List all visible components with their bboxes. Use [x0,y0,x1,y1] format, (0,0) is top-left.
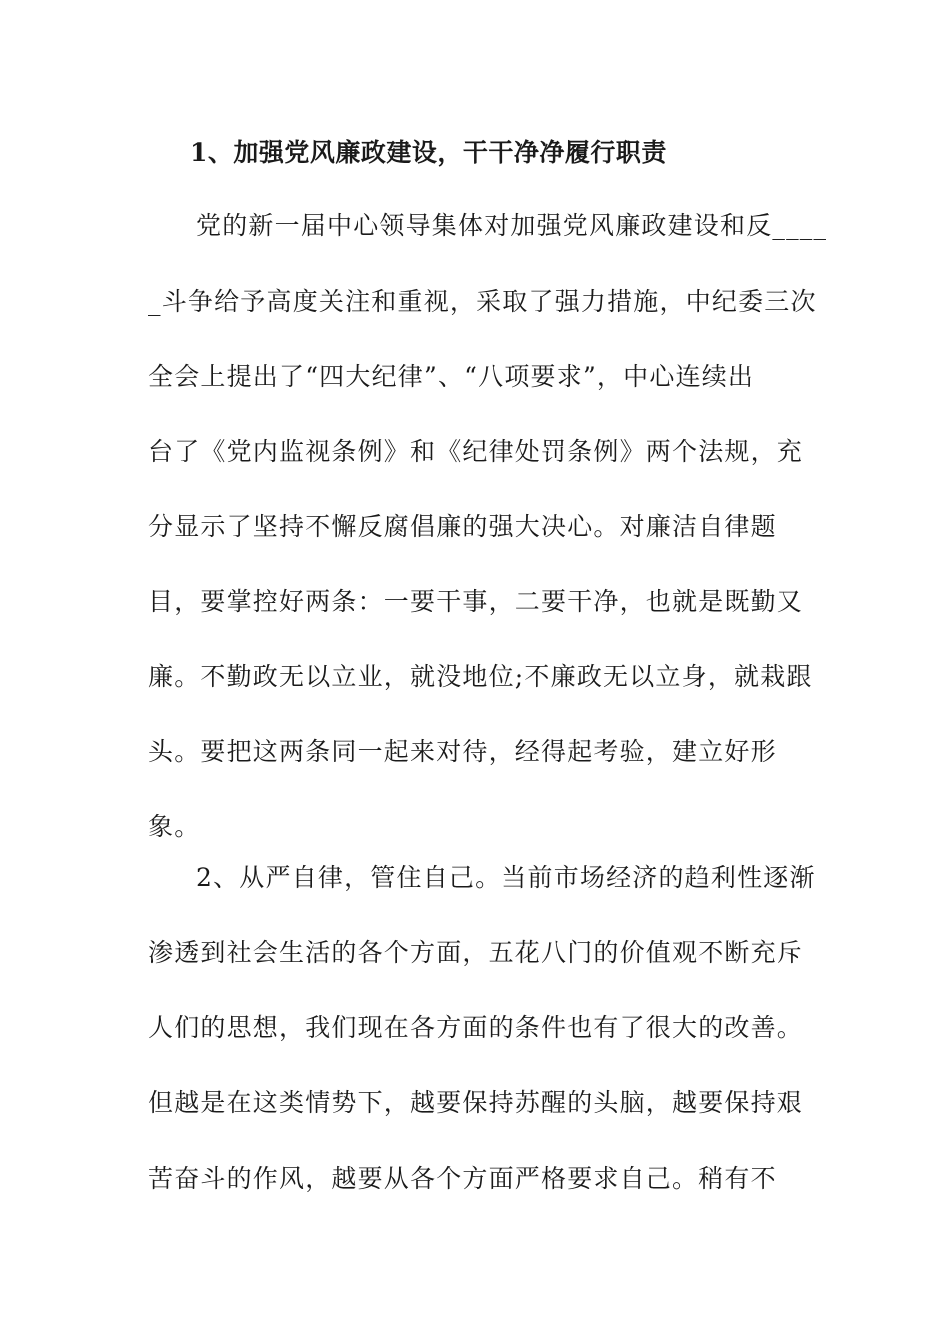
paragraph-line: 目，要掌控好两条：一要干事，二要干净，也就是既勤又 [148,587,804,616]
paragraph-line: 台了《党内监视条例》和《纪律处罚条例》两个法规，充 [148,437,804,466]
paragraph-line: 分显示了坚持不懈反腐倡廉的强大决心。对廉洁自律题 [148,512,777,541]
paragraph-line: 廉。不勤政无以立业，就没地位;不廉政无以立身，就栽跟 [148,662,813,691]
paragraph-line: 但越是在这类情势下，越要保持苏醒的头脑，越要保持艰 [148,1088,804,1117]
paragraph-line: 苦奋斗的作风，越要从各个方面严格要求自己。稍有不 [148,1164,777,1193]
paragraph-line: 全会上提出了“四大纪律”、“八项要求”，中心连续出 [148,362,755,391]
paragraph-line: 渗透到社会生活的各个方面，五花八门的价值观不断充斥 [148,938,804,967]
paragraph-line: 党的新一届中心领导集体对加强党风廉政建设和反____ [196,211,828,240]
paragraph-line: 人们的思想，我们现在各方面的条件也有了很大的改善。 [148,1013,804,1042]
section-heading: 1、加强党风廉政建设，干干净净履行职责 [190,138,667,167]
paragraph-line: 头。要把这两条同一起来对待，经得起考验，建立好形 [148,737,777,766]
paragraph-line: 象。 [148,812,201,841]
paragraph-line: _斗争给予高度关注和重视，采取了强力措施，中纪委三次 [148,287,817,316]
paragraph-line: 2、从严自律，管住自己。当前市场经济的趋利性逐渐 [196,863,816,892]
